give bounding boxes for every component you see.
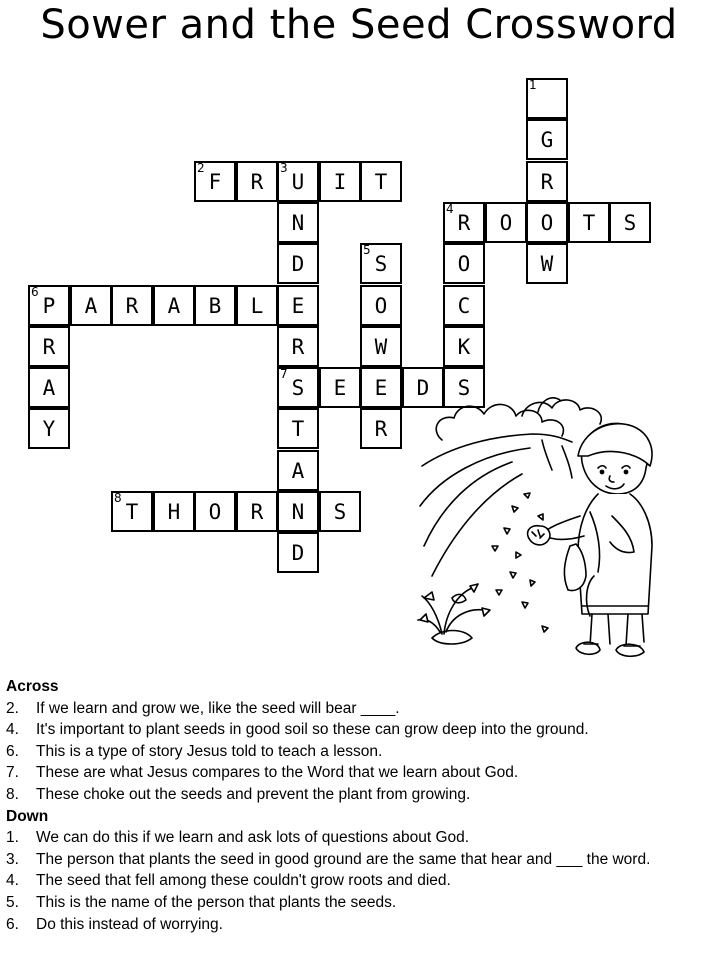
cell-letter: E xyxy=(291,293,305,318)
clue-number: 4. xyxy=(6,721,19,739)
cell-letter: T xyxy=(582,210,596,235)
cell-letter: A xyxy=(167,293,181,318)
across-clue xyxy=(6,741,712,763)
crossword-cell[interactable] xyxy=(360,285,402,326)
down-clue xyxy=(6,849,712,871)
crossword-cell[interactable] xyxy=(319,367,361,408)
down-clue xyxy=(6,892,712,914)
cell-letter: A xyxy=(291,458,305,483)
cell-letter: A xyxy=(84,293,98,318)
crossword-cell[interactable] xyxy=(111,491,153,532)
clue-number: 4. xyxy=(6,872,19,890)
clue-number: 3. xyxy=(6,850,19,868)
cell-letter: D xyxy=(291,540,305,565)
cell-letter: C xyxy=(457,293,471,318)
crossword-cell[interactable] xyxy=(360,243,402,284)
cell-letter: O xyxy=(540,210,554,235)
cell-letter: U xyxy=(291,169,305,194)
cell-letter: W xyxy=(374,334,388,359)
crossword-cell[interactable] xyxy=(443,243,485,284)
cell-letter: O xyxy=(499,210,513,235)
crossword-cell[interactable] xyxy=(526,202,568,243)
cell-letter: F xyxy=(208,169,222,194)
down-clue xyxy=(6,827,712,849)
clue-number: 8 xyxy=(114,491,122,505)
cell-letter: I xyxy=(333,169,347,194)
cell-letter: B xyxy=(208,293,222,318)
clue-number: 6 xyxy=(31,285,39,299)
clue-number: 1. xyxy=(6,829,19,847)
crossword-cell[interactable] xyxy=(277,326,319,367)
crossword-cell[interactable] xyxy=(277,243,319,284)
crossword-cell[interactable] xyxy=(277,202,319,243)
crossword-cell[interactable] xyxy=(153,491,195,532)
cell-letter: R xyxy=(250,169,264,194)
crossword-cell[interactable] xyxy=(360,367,402,408)
crossword-cell[interactable] xyxy=(360,408,402,449)
crossword-cell[interactable] xyxy=(526,161,568,202)
crossword-cell[interactable] xyxy=(360,161,402,202)
clue-number: 3 xyxy=(280,161,288,175)
down-clues xyxy=(6,827,712,935)
crossword-cell[interactable] xyxy=(277,285,319,326)
cell-letter: R xyxy=(250,499,264,524)
crossword-cell[interactable] xyxy=(28,285,70,326)
down-clue xyxy=(6,914,712,936)
cell-letter: R xyxy=(540,169,554,194)
cell-letter: T xyxy=(374,169,388,194)
clue-number: 4 xyxy=(446,202,454,216)
crossword-cell[interactable] xyxy=(111,285,153,326)
crossword-cell[interactable] xyxy=(153,285,195,326)
crossword-cell[interactable] xyxy=(194,491,236,532)
cell-letter: S xyxy=(457,375,471,400)
cell-letter: D xyxy=(416,375,430,400)
clue-text: This is the name of the person that plants the seeds. xyxy=(36,893,397,911)
crossword-cell[interactable] xyxy=(277,161,319,202)
clue-number: 6. xyxy=(6,742,19,760)
cell-letter: W xyxy=(540,251,554,276)
cell-letter: K xyxy=(457,334,471,359)
clue-number: 6. xyxy=(6,915,19,933)
crossword-cell[interactable] xyxy=(443,285,485,326)
cell-letter: A xyxy=(42,375,56,400)
clue-list xyxy=(6,676,712,935)
crossword-cell[interactable] xyxy=(277,450,319,491)
cell-letter xyxy=(528,80,566,117)
clue-text: These choke out the seeds and prevent the plant from growing. xyxy=(36,785,471,803)
cell-letter: R xyxy=(125,293,139,318)
cell-letter: O xyxy=(457,251,471,276)
cell-letter: E xyxy=(374,375,388,400)
across-clue xyxy=(6,698,712,720)
crossword-cell[interactable] xyxy=(236,285,278,326)
across-clue xyxy=(6,784,712,806)
cell-letter: D xyxy=(291,251,305,276)
cell-letter: R xyxy=(42,334,56,359)
crossword-cell[interactable] xyxy=(236,491,278,532)
crossword-cell[interactable] xyxy=(277,491,319,532)
clue-number: 2 xyxy=(197,161,205,175)
cell-letter: Y xyxy=(42,416,56,441)
clue-text: This is a type of story Jesus told to teach a lesson. xyxy=(36,742,383,760)
cell-letter: S xyxy=(333,499,347,524)
crossword-cell[interactable] xyxy=(526,119,568,160)
across-heading: Across xyxy=(6,678,59,695)
cell-letter: R xyxy=(291,334,305,359)
crossword-cell[interactable] xyxy=(28,326,70,367)
crossword-cell[interactable] xyxy=(277,367,319,408)
clue-text: If we learn and grow we, like the seed will bear ____. xyxy=(36,699,400,717)
crossword-cell[interactable] xyxy=(609,202,651,243)
clue-number: 2. xyxy=(6,699,19,717)
crossword-cell[interactable] xyxy=(194,285,236,326)
crossword-cell[interactable] xyxy=(526,243,568,284)
crossword-cell[interactable] xyxy=(360,326,402,367)
crossword-cell[interactable] xyxy=(319,491,361,532)
clue-number: 5. xyxy=(6,893,19,911)
clue-number: 7. xyxy=(6,764,19,782)
cell-letter: L xyxy=(250,293,264,318)
clue-text: The seed that fell among these couldn't grow roots and died. xyxy=(36,872,451,890)
cell-letter: O xyxy=(208,499,222,524)
across-clue xyxy=(6,719,712,741)
cell-letter: P xyxy=(42,293,56,318)
clue-text: These are what Jesus compares to the Word that we learn about God. xyxy=(36,764,519,782)
clue-text: We can do this if we learn and ask lots of questions about God. xyxy=(36,829,470,847)
crossword-cell[interactable] xyxy=(28,408,70,449)
cell-letter: T xyxy=(125,499,139,524)
crossword-cell[interactable] xyxy=(236,161,278,202)
clue-number: 1 xyxy=(529,78,537,92)
cell-letter: E xyxy=(333,375,347,400)
crossword-cell[interactable] xyxy=(277,532,319,573)
cell-letter: R xyxy=(457,210,471,235)
clue-text: Do this instead of worrying. xyxy=(36,915,223,933)
page-title: Sower and the Seed Crossword xyxy=(40,2,678,48)
crossword-cell[interactable] xyxy=(70,285,112,326)
cell-letter: N xyxy=(291,210,305,235)
cell-letter: G xyxy=(540,127,554,152)
cell-letter: R xyxy=(374,416,388,441)
crossword-cell[interactable] xyxy=(28,367,70,408)
crossword-cell[interactable] xyxy=(568,202,610,243)
sower-illustration xyxy=(412,376,712,666)
cell-letter: O xyxy=(374,293,388,318)
crossword-cell[interactable] xyxy=(443,202,485,243)
crossword-cell[interactable] xyxy=(319,161,361,202)
crossword-cell[interactable] xyxy=(443,326,485,367)
cell-letter: T xyxy=(291,416,305,441)
crossword-cell[interactable] xyxy=(485,202,527,243)
clue-number: 8. xyxy=(6,785,19,803)
cell-letter: S xyxy=(291,375,305,400)
crossword-cell[interactable] xyxy=(277,408,319,449)
cell-letter: H xyxy=(167,499,181,524)
clue-text: It's important to plant seeds in good soil so these can grow deep into the ground. xyxy=(36,721,589,739)
cell-letter: N xyxy=(291,499,305,524)
crossword-cell[interactable] xyxy=(194,161,236,202)
clue-number: 7 xyxy=(280,367,288,381)
down-heading: Down xyxy=(6,807,49,825)
across-clue xyxy=(6,762,712,784)
across-clues xyxy=(6,698,712,806)
cell-letter: S xyxy=(374,251,388,276)
crossword-cell[interactable] xyxy=(526,78,568,119)
clue-number: 5 xyxy=(363,243,371,257)
down-clue xyxy=(6,870,712,892)
cell-letter: S xyxy=(623,210,637,235)
clue-text: The person that plants the seed in good ground are the same that hear and ___ the word. xyxy=(36,850,651,868)
